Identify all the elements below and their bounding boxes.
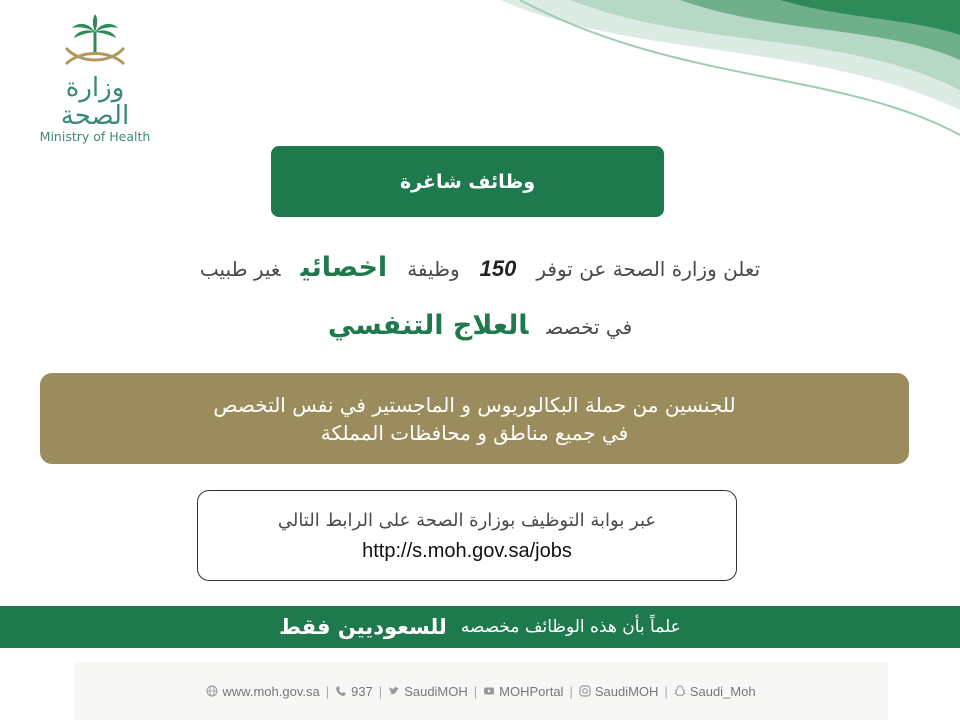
footer-instagram-label: SaudiMOH <box>594 683 659 699</box>
saudi-only-notice <box>0 606 960 648</box>
notice-emphasis: للسعوديين فقط <box>279 615 447 639</box>
footer-twitter-label: SaudiMOH <box>404 683 468 699</box>
phone-icon <box>335 685 347 697</box>
snapchat-icon <box>674 685 686 697</box>
ministry-logo <box>28 14 162 144</box>
position-qualifier: غير طبيب <box>199 257 281 281</box>
palm-and-swords-emblem-icon <box>60 14 130 72</box>
specialty-name: العلاج التنفسي <box>327 310 529 341</box>
footer-phone[interactable] <box>335 684 373 699</box>
footer-snapchat[interactable] <box>674 684 756 699</box>
footer-contact-bar <box>74 662 888 720</box>
specialty-line <box>200 310 760 354</box>
footer-youtube[interactable] <box>483 684 563 699</box>
job-word: وظيفة <box>407 257 460 281</box>
footer-divider: | <box>473 683 478 699</box>
twitter-icon <box>388 685 400 697</box>
position-title: اخصائي <box>300 252 388 283</box>
footer-youtube-label: MOHPortal <box>499 683 564 699</box>
footer-website-label: www.moh.gov.sa <box>222 683 320 699</box>
eligibility-line-1: للجنسين من حملة البكالوريوس و الماجستير في نفس التخصص <box>213 392 736 417</box>
logo-english-name: Ministry of Health <box>39 129 151 144</box>
footer-divider: | <box>378 683 383 699</box>
logo-arabic-name: وزارة الصحة <box>60 73 130 131</box>
globe-icon <box>206 685 218 697</box>
footer-snapchat-label: Saudi_Moh <box>689 683 756 699</box>
footer-twitter[interactable] <box>388 684 468 699</box>
job-count: 150 <box>479 256 517 281</box>
announcement-line <box>100 252 860 292</box>
specialty-prefix: في تخصص <box>546 315 633 339</box>
apply-text: عبر بوابة التوظيف بوزارة الصحة على الرابط التالي <box>277 509 657 531</box>
notice-text: علماً بأن هذه الوظائف مخصصه <box>460 617 681 637</box>
footer-divider: | <box>664 683 668 699</box>
eligibility-line-2: في جميع مناطق و محافظات المملكة <box>320 420 629 445</box>
footer-phone-label: 937 <box>351 683 373 699</box>
footer-divider: | <box>569 683 573 699</box>
jobs-portal-link[interactable]: http://s.moh.gov.sa/jobs <box>362 539 572 562</box>
footer-instagram[interactable] <box>579 684 659 699</box>
eligibility-box <box>40 373 909 464</box>
footer-divider: | <box>325 683 330 699</box>
youtube-icon <box>483 685 495 697</box>
decorative-waves <box>480 0 960 140</box>
footer-website[interactable] <box>206 684 319 699</box>
title-banner <box>271 146 664 217</box>
instagram-icon <box>579 685 591 697</box>
page-title: وظائف شاغرة <box>399 170 536 193</box>
apply-box <box>197 490 737 581</box>
announcement-intro: تعلن وزارة الصحة عن توفر <box>536 257 761 281</box>
